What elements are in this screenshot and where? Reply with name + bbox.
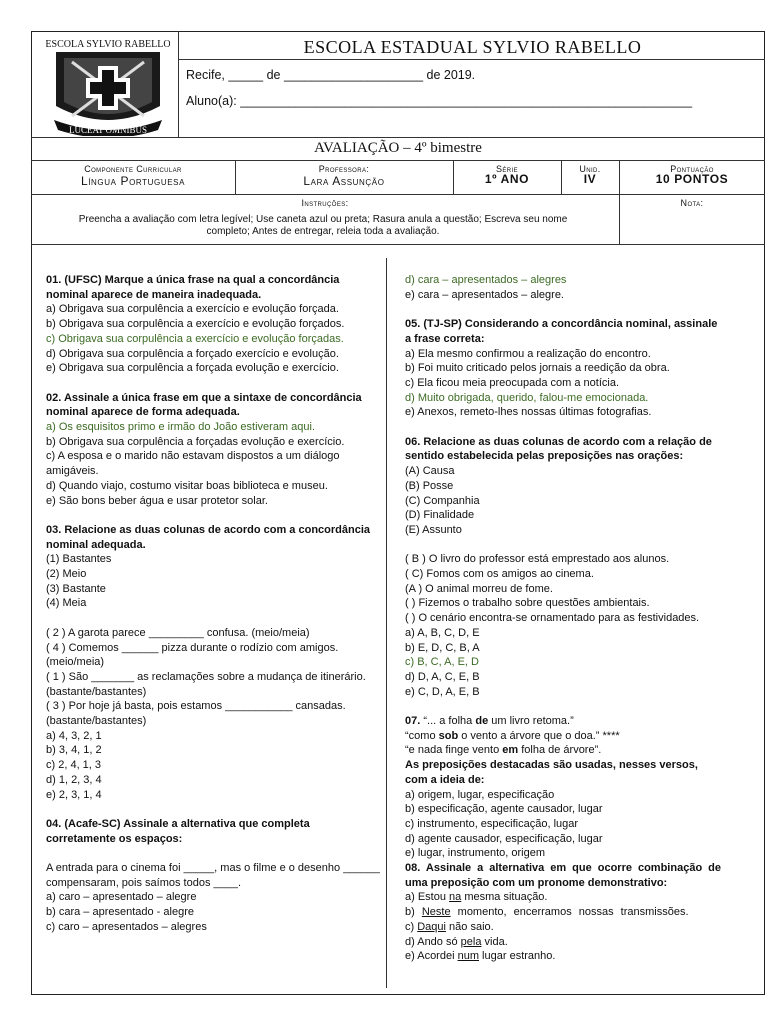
q2-option-a[interactable]: a) Os esquisitos primo e irmão do João estiveram aqui.: [46, 421, 316, 434]
q4-text: A entrada para o cinema foi _____, mas o filme e o desenho ______ compensaram, pois saímos todos ____.: [46, 862, 380, 889]
nota-label: Nota:: [680, 198, 704, 208]
q7-verse-3: [405, 743, 721, 758]
q7-preposition: de: [475, 715, 489, 728]
instrucoes-label: Instruções:: [301, 198, 349, 208]
q7-option-d[interactable]: d) agente causador, especificação, lugar: [405, 832, 603, 845]
q8-underlined: Neste: [421, 906, 451, 919]
q3-sentence[interactable]: ( 1 ) São _______ as reclamações sobre a mudança de itinerário. (bastante/bastantes): [46, 670, 366, 698]
column-divider: [386, 258, 387, 988]
q5-option-a[interactable]: a) Ela mesmo confirmou a realização do encontro.: [405, 347, 651, 360]
pontuacao-label: Pontuação: [670, 164, 714, 174]
question-01-title: 01. (UFSC) Marque a única frase na qual a concordância nominal aparece de maneira inadequada.: [46, 274, 340, 301]
left-column: [46, 273, 380, 935]
q8-option-b[interactable]: [405, 905, 721, 920]
q8-option-a[interactable]: [405, 890, 721, 905]
unid-label: Unid.: [579, 164, 601, 174]
header-rule: [31, 137, 765, 138]
q6-option-a[interactable]: a) A, B, C, D, E: [405, 626, 480, 639]
q3-column-item: (1) Bastantes: [46, 553, 112, 566]
q7-verse-text: um livro retoma.”: [488, 715, 574, 728]
header-rule: [31, 194, 765, 195]
serie-label: Série: [495, 164, 518, 174]
q8-text: lugar estranho.: [479, 950, 556, 963]
professora-label: Professora:: [318, 164, 370, 174]
q8-underlined: pela: [460, 935, 482, 948]
q6-sentence[interactable]: ( B ) O livro do professor está emprestado aos alunos.: [405, 553, 670, 566]
question-06-title: 06. Relacione as duas colunas de acordo com a relação de sentido estabelecida pelas preposições nas orações:: [405, 435, 712, 463]
q3-option-b[interactable]: b) 3, 4, 1, 2: [46, 744, 102, 757]
q7-verse-text: “e nada finge vento: [405, 744, 503, 757]
q4-option-a[interactable]: a) caro – apresentado – alegre: [46, 891, 197, 904]
q2-option-e[interactable]: e) São bons beber água e usar protetor solar.: [46, 494, 268, 507]
q8-text: e) Acordei: [405, 950, 458, 963]
pontuacao-value: 10 PONTOS: [655, 172, 729, 186]
unid-cell: [562, 164, 618, 186]
q2-option-c[interactable]: c) A esposa e o marido não estavam dispostos a um diálogo amigáveis.: [46, 450, 340, 478]
q8-text: não saio.: [445, 920, 494, 933]
q3-sentence[interactable]: ( 3 ) Por hoje já basta, pois estamos ___________ cansadas. (bastante/bastantes): [46, 700, 346, 728]
student-name-line[interactable]: Aluno(a): _________________________________________________________________: [186, 94, 693, 108]
q7-verse-1: [405, 714, 721, 729]
q3-sentence[interactable]: ( 4 ) Comemos ______ pizza durante o rodízio com amigos. (meio/meia): [46, 641, 339, 669]
q6-column-item: (C) Companhia: [405, 494, 480, 507]
q3-column-item: (2) Meio: [46, 568, 87, 581]
question-07-number: 07.: [405, 715, 421, 728]
q6-sentence[interactable]: ( ) Fizemos o trabalho sobre questões ambientais.: [405, 597, 650, 610]
q8-underlined: num: [457, 950, 479, 963]
professora-cell: [236, 164, 452, 188]
question-03-title: 03. Relacione as duas colunas de acordo com a concordância nominal adequada.: [46, 523, 371, 551]
question-04-title: 04. (Acafe-SC) Assinale a alternativa que completa corretamente os espaços:: [46, 817, 310, 845]
date-line: Recife, _____ de ____________________ de 2019.: [186, 68, 476, 82]
q8-text: a) Estou: [405, 891, 450, 904]
question-02-title: 02. Assinale a única frase em que a sintaxe de concordância nominal aparece de forma adequada.: [46, 391, 362, 419]
q6-sentence[interactable]: ( ) O cenário encontra-se ornamentado para as festividades.: [405, 612, 700, 625]
q6-sentence[interactable]: (A ) O animal morreu de fome.: [405, 582, 553, 595]
q8-text: mesma situação.: [461, 891, 548, 904]
q5-option-e[interactable]: e) Anexos, remeto-lhes nossas últimas fotografias.: [405, 406, 652, 419]
q6-sentence[interactable]: ( C) Fomos com os amigos ao cinema.: [405, 568, 594, 581]
q7-preposition: sob: [438, 729, 459, 742]
pontuacao-cell: [620, 164, 764, 186]
q1-option-c[interactable]: c) Obrigava sua corpulência a exercício e evolução forçadas.: [46, 332, 344, 345]
q3-option-d[interactable]: d) 1, 2, 3, 4: [46, 773, 102, 786]
q7-verse-text: o vento a árvore que o doa.” ****: [458, 729, 620, 742]
q5-option-d[interactable]: d) Muito obrigada, querido, falou-me emocionada.: [405, 391, 649, 404]
header-rule: [31, 160, 765, 161]
q7-verse-text: folha de árvore”.: [518, 744, 602, 757]
question-08-title: 08. Assinale a alternativa em que ocorre combinação de uma preposição com um pronome demonstrativo:: [405, 862, 721, 889]
q2-option-d[interactable]: d) Quando viajo, costumo visitar boas biblioteca e museu.: [46, 479, 328, 492]
q7-option-e[interactable]: e) lugar, instrumento, origem: [405, 847, 546, 860]
q8-text: vida.: [481, 935, 508, 948]
q7-verse-text: “como: [405, 729, 439, 742]
unid-value: IV: [583, 172, 597, 186]
q8-option-c[interactable]: [405, 920, 721, 935]
q3-option-e[interactable]: e) 2, 3, 1, 4: [46, 788, 102, 801]
q8-option-d[interactable]: [405, 935, 721, 950]
q4-option-e[interactable]: e) cara – apresentados – alegre.: [405, 288, 564, 301]
header-rule: [178, 59, 765, 60]
q3-column-item: (4) Meia: [46, 597, 87, 610]
q7-option-c[interactable]: c) instrumento, especificação, lugar: [405, 817, 579, 830]
q5-option-c[interactable]: c) Ela ficou meia preocupada com a notícia.: [405, 376, 620, 389]
header-rule: [31, 244, 765, 245]
q3-column-item: (3) Bastante: [46, 582, 106, 595]
q6-column-item: (D) Finalidade: [405, 509, 475, 522]
q6-option-b[interactable]: b) E, D, C, B, A: [405, 641, 480, 654]
question-05-title: 05. (TJ-SP) Considerando a concordância nominal, assinale a frase correta:: [405, 318, 718, 345]
q7-preposition: em: [502, 744, 519, 757]
q8-underlined: na: [449, 891, 462, 904]
q1-option-e[interactable]: e) Obrigava sua corpulência a forçada evolução e exercício.: [46, 362, 339, 375]
header-divider: [178, 31, 179, 137]
q3-option-a[interactable]: a) 4, 3, 2, 1: [46, 729, 102, 742]
right-column: [405, 273, 721, 964]
q4-option-d[interactable]: d) cara – apresentados – alegres: [405, 274, 567, 286]
evaluation-title: AVALIAÇÃO – 4º bimestre: [314, 140, 482, 156]
q8-text: c): [405, 920, 418, 933]
question-07-title: As preposições destacadas são usadas, nesses versos, com a ideia de:: [405, 759, 698, 786]
q8-text: b): [405, 906, 422, 919]
q1-option-b[interactable]: b) Obrigava sua corpulência a exercício e evolução forçados.: [46, 318, 345, 331]
professora-value: Lara Assunção: [303, 174, 385, 188]
q6-column-item: (A) Causa: [405, 465, 455, 478]
q7-option-b[interactable]: b) especificação, agente causador, lugar: [405, 803, 603, 816]
q1-option-d[interactable]: d) Obrigava sua corpulência a forçado exercício e evolução.: [46, 347, 339, 360]
q6-option-e[interactable]: e) C, D, A, E, B: [405, 685, 480, 698]
q6-option-c[interactable]: c) B, C, A, E, D: [405, 656, 479, 669]
q6-column-item: (E) Assunto: [405, 523, 462, 536]
q3-sentence[interactable]: ( 2 ) A garota parece _________ confusa. (meio/meia): [46, 626, 310, 639]
componente-value: Língua Portuguesa: [80, 174, 186, 188]
q2-option-b[interactable]: b) Obrigava sua corpulência a forçadas evolução e exercício.: [46, 435, 345, 448]
serie-cell: [454, 164, 560, 186]
logo-motto: LUCEAT OMNIBUS: [68, 125, 148, 135]
q8-text: d) Ando só: [405, 935, 461, 948]
q3-option-c[interactable]: c) 2, 4, 1, 3: [46, 759, 102, 772]
q8-option-e[interactable]: [405, 949, 721, 964]
componente-label: Componente Curricular: [84, 164, 182, 174]
school-name: ESCOLA ESTADUAL SYLVIO RABELLO: [303, 37, 642, 57]
componente-cell: [32, 164, 234, 188]
q4-option-b[interactable]: b) cara – apresentado - alegre: [46, 906, 194, 919]
logo-text: ESCOLA SYLVIO RABELLO: [46, 39, 170, 50]
q6-option-d[interactable]: d) D, A, C, E, B: [405, 670, 480, 683]
q7-option-a[interactable]: a) origem, lugar, especificação: [405, 788, 555, 801]
q1-option-a[interactable]: a) Obrigava sua corpulência a exercício e evolução forçada.: [46, 303, 339, 316]
q7-verse-2: [405, 729, 721, 744]
serie-value: 1º ANO: [484, 172, 530, 186]
instrucoes-text: Preencha a avaliação com letra legível; Use caneta azul ou preta; Rasura anula a questão; Escreva seu nome completo; Antes de entregar, releia toda a avaliação.: [78, 214, 568, 237]
school-logo: [46, 36, 170, 136]
q7-verse-text: “... a folha: [423, 715, 476, 728]
q5-option-b[interactable]: b) Foi muito criticado pelos jornais a reedição da obra.: [405, 362, 670, 375]
q8-underlined: Daqui: [417, 920, 446, 933]
q8-text: momento, encerramos nossas transmissões.: [450, 906, 689, 919]
q6-column-item: (B) Posse: [405, 479, 454, 492]
q4-option-c[interactable]: c) caro – apresentados – alegres: [46, 920, 207, 933]
